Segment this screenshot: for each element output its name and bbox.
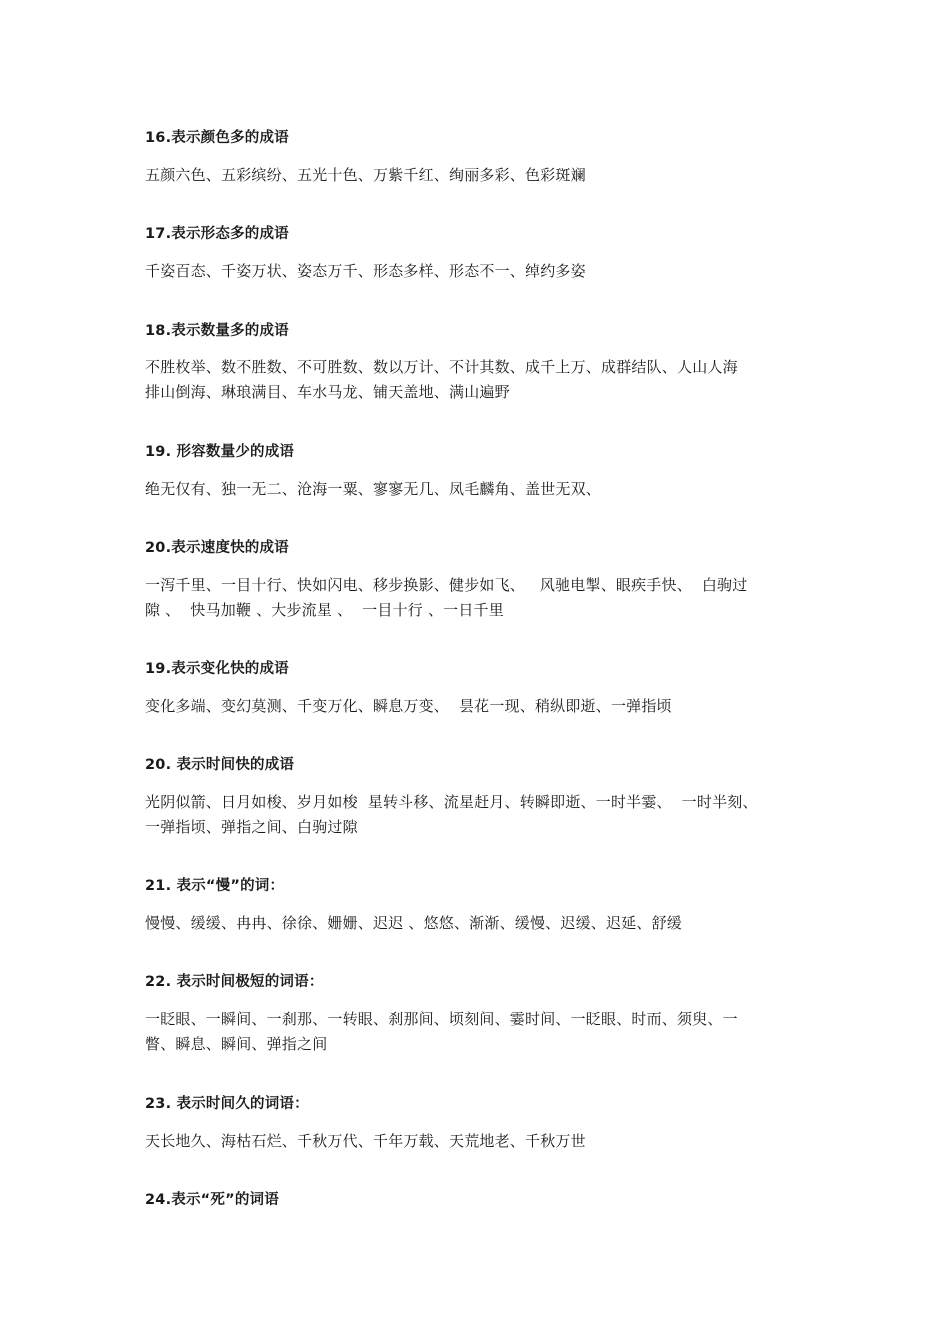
section-text-17-line-1: 千姿百态、千姿万状、姿态万千、形态多样、形态不一、绰约多姿 bbox=[145, 262, 586, 280]
section-text-18-line-1: 不胜枚举、数不胜数、不可胜数、数以万计、不计其数、成千上万、成群结队、人山人海 bbox=[145, 358, 738, 376]
section-text-20-time-line-2: 一弹指顷、弹指之间、白驹过隙 bbox=[145, 818, 358, 836]
section-text-21-line-1: 慢慢、缓缓、冉冉、徐徐、姗姗、迟迟 、悠悠、渐渐、缓慢、迟缓、迟延、舒缓 bbox=[145, 914, 682, 932]
section-text-20-time-line-1: 光阴似箭、日月如梭、岁月如梭 星转斗移、流星赶月、转瞬即逝、一时半霎、 一时半刻、 bbox=[145, 793, 758, 811]
section-text-22-line-2: 瞥、瞬息、瞬间、弹指之间 bbox=[145, 1035, 328, 1053]
section-heading-17: 17.表示形态多的成语 bbox=[145, 226, 289, 242]
section-text-20-speed-line-1: 一泻千里、一目十行、快如闪电、移步换影、健步如飞、 风驰电掣、眼疾手快、 白驹过 bbox=[145, 576, 748, 594]
section-heading-19-change: 19.表示变化快的成语 bbox=[145, 661, 289, 677]
section-text-19-few-line-1: 绝无仅有、独一无二、沧海一粟、寥寥无几、凤毛麟角、盖世无双、 bbox=[145, 480, 602, 498]
section-heading-22: 22. 表示时间极短的词语： bbox=[145, 974, 324, 990]
section-text-23-line-1: 天长地久、海枯石烂、千秋万代、千年万载、天荒地老、千秋万世 bbox=[145, 1132, 586, 1150]
section-text-20-speed-line-2: 隙 、 快马加鞭 、大步流星 、 一目十行 、一日千里 bbox=[145, 601, 504, 619]
section-heading-20-time: 20. 表示时间快的成语 bbox=[145, 757, 295, 773]
section-heading-24: 24.表示“死”的词语 bbox=[145, 1192, 279, 1208]
section-text-16-line-1: 五颜六色、五彩缤纷、五光十色、万紫千红、绚丽多彩、色彩斑斓 bbox=[145, 166, 586, 184]
section-heading-19-few: 19. 形容数量少的成语 bbox=[145, 444, 295, 460]
section-heading-23: 23. 表示时间久的词语： bbox=[145, 1096, 309, 1112]
section-text-18-line-2: 排山倒海、琳琅满目、车水马龙、铺天盖地、满山遍野 bbox=[145, 383, 510, 401]
section-heading-21: 21. 表示“慢”的词： bbox=[145, 878, 285, 894]
section-text-19-change-line-1: 变化多端、变幻莫测、千变万化、瞬息万变、 昙花一现、稍纵即逝、一弹指顷 bbox=[145, 697, 672, 715]
section-text-22-line-1: 一眨眼、一瞬间、一刹那、一转眼、刹那间、顷刻间、霎时间、一眨眼、时而、须臾、一 bbox=[145, 1010, 738, 1028]
section-heading-20-speed: 20.表示速度快的成语 bbox=[145, 540, 289, 556]
section-heading-18: 18.表示数量多的成语 bbox=[145, 323, 289, 339]
section-heading-16: 16.表示颜色多的成语 bbox=[145, 130, 289, 146]
